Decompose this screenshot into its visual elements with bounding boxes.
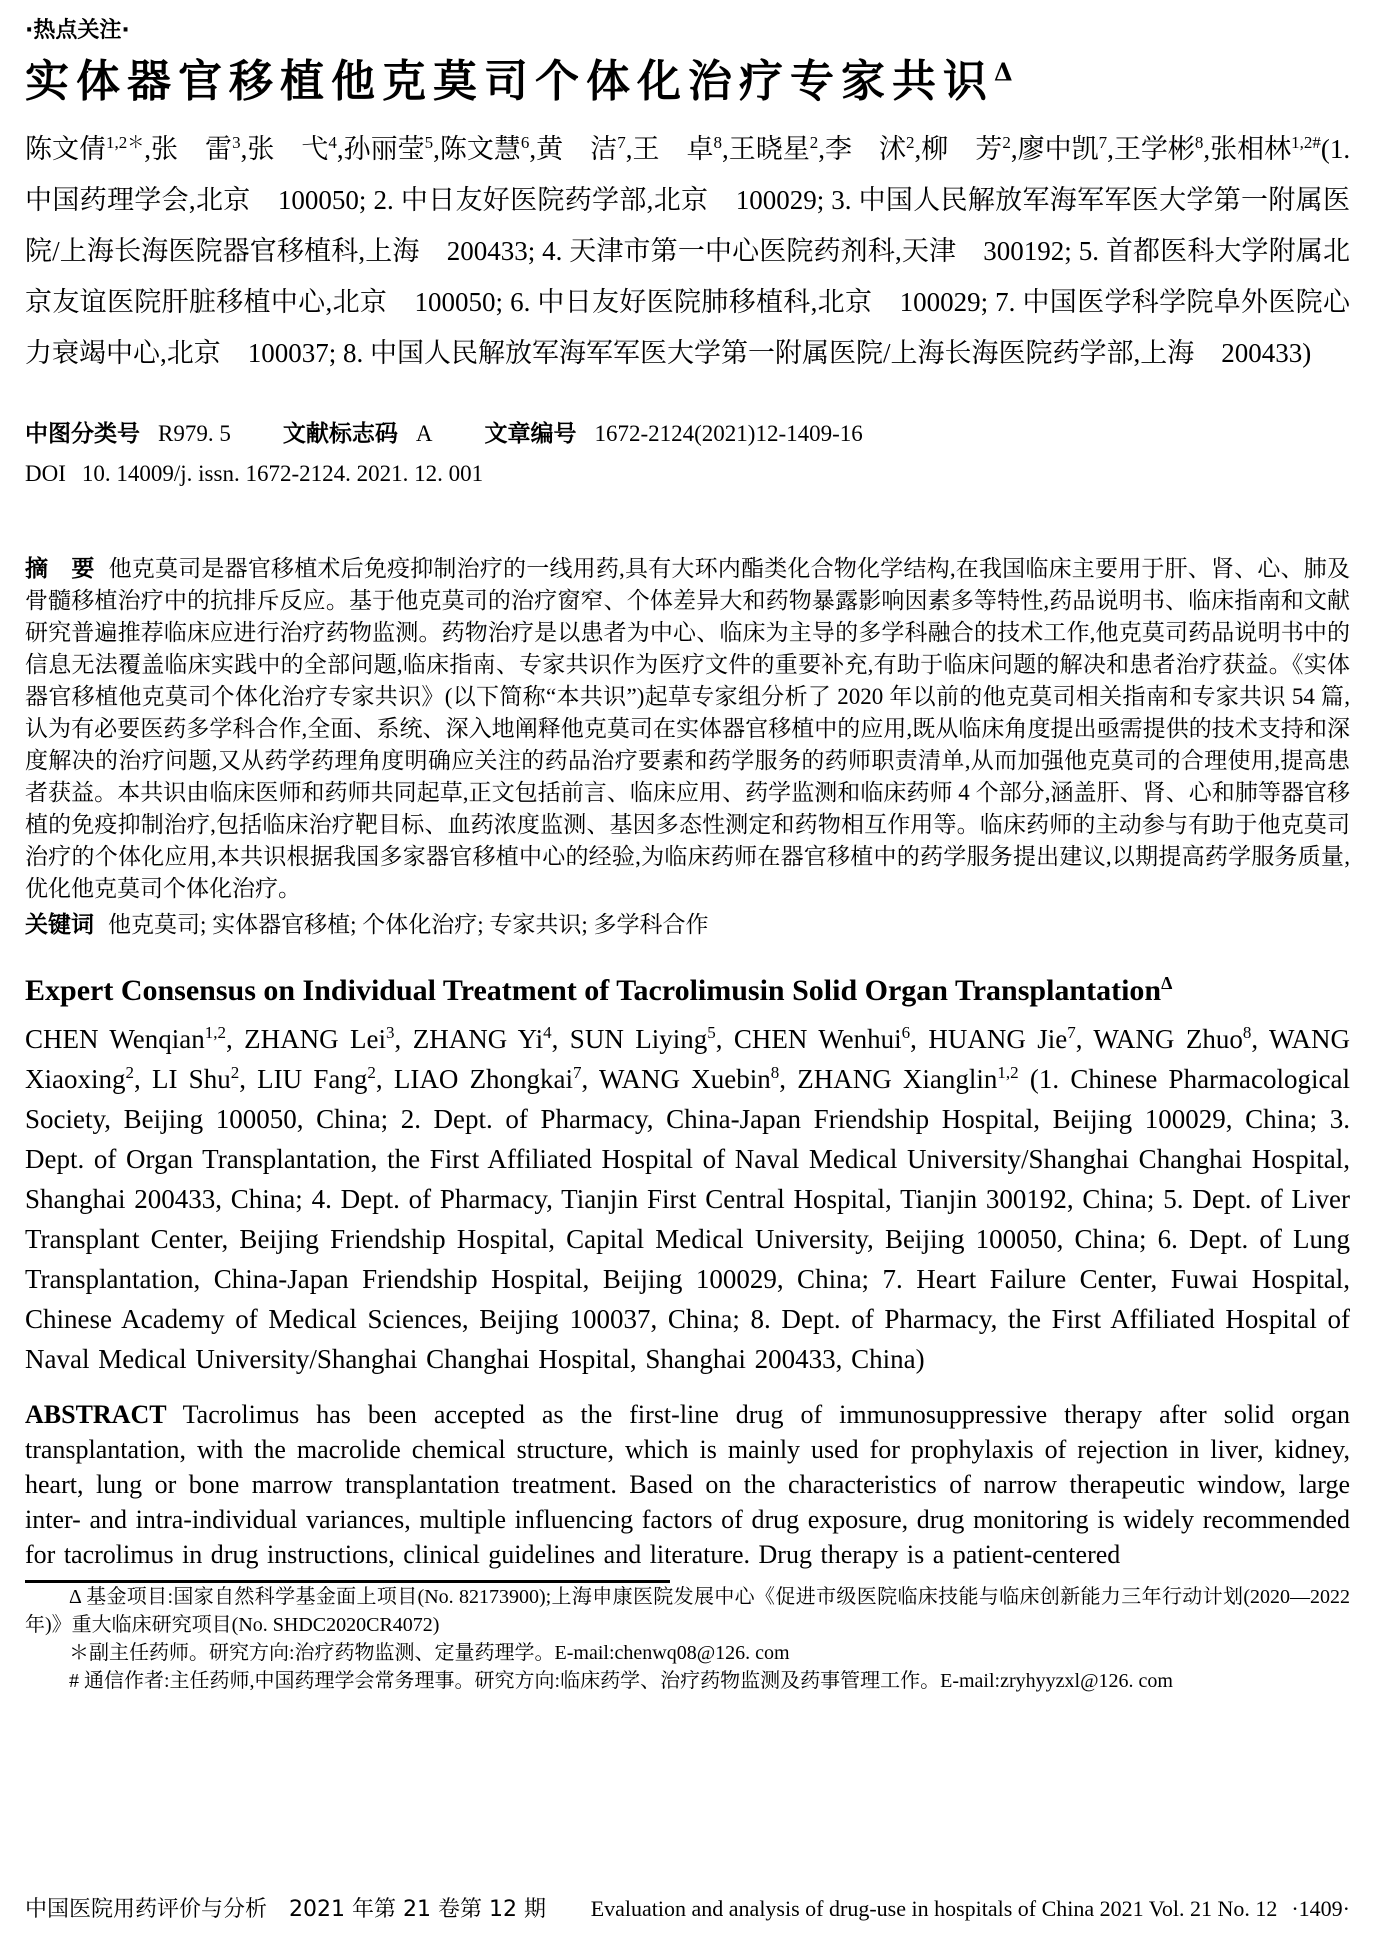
abstract-text-en: Tacrolimus has been accepted as the first-line drug of immunosuppressive therapy after solid organ transplantation, with the macrolide chemical structure, which is mainly used for prophylaxis of rejection in liver, kidney, heart, lung or bone marrow transplantation treatment. Based on the characteristics of narrow therapeutic window, large inter- and intra-individual variances, multiple influencing factors of drug exposure, drug monitoring is widely recommended for tacrolimus in drug instructions, clinical guidelines and literature. Drug therapy is a patient-centered [25,1400,1350,1569]
abstract-en [25,1397,1350,1572]
article-id-label: 文章编号 [484,421,577,447]
footer-journal-en [591,1895,1350,1923]
title-footnote-mark-cn: Δ [994,57,1013,87]
footnote-author-note2: # 通信作者:主任药师,中国药理学会常务理事。研究方向:临床药学、治疗药物监测及药事管理工作。E-mail:zryhyyzxl@126. com [69,1670,1173,1692]
abstract-label-en: ABSTRACT [25,1400,167,1429]
clc-label: 中图分类号 [25,421,140,447]
authors-affiliations-en: CHEN Wenqian$^{1,2}$, ZHANG Lei$^3$, ZHANG Yi$^4$, SUN Liying$^5$, CHEN Wenhui$^6$, HUANG Jie$^7$, WANG Zhuo$^8$, WANG Xiaoxing$^2$, LI Shu$^2$, LIU Fang$^2$, LIAO Zhongkai$^7$, WANG Xuebin$^8$, ZHANG Xianglin$^{1,2}$ (1. Chinese Pharmacological Society, Beijing 100050, China; 2. Dept. of Pharmacy, China-Japan Friendship Hospital, Beijing 100029, China; 3. Dept. of Organ Transplantation, the First Affiliated Hospital of Naval Medical University/Shanghai Changhai Hospital, Shanghai 200433, China; 4. Dept. of Pharmacy, Tianjin First Central Hospital, Tianjin 300192, China; 5. Dept. of Liver Transplant Center, Beijing Friendship Hospital, Capital Medical University, Beijing 100050, China; 6. Dept. of Lung Transplantation, China-Japan Friendship Hospital, Beijing 100029, China; 7. Heart Failure Center, Fuwai Hospital, Chinese Academy of Medical Sciences, Beijing 100037, China; 8. Dept. of Pharmacy, the First Affiliated Hospital of Naval Medical University/Shanghai Changhai Hospital, Shanghai 200433, China) [25,1023,1351,1374]
page-number: ·1409· [1291,1896,1350,1921]
abstract-cn [25,553,1350,905]
doi-line [25,459,1350,489]
footnote-fund: Δ 基金项目:国家自然科学基金面上项目(No. 82173900);上海申康医院发展中心《促进市级医院临床技能与临床创新能力三年行动计划(2020—2022 年)》重大临床研究项目(No. SHDC2020CR4072) [25,1586,1350,1636]
authors-affiliations-cn: 陈文倩$^{1,2*}$,张 雷$^3$,张 弋$^4$,孙丽莹$^5$,陈文慧$^6$,黄 洁$^7$,王 卓$^8$,王晓星$^2$,李 沭$^2$,柳 芳$^2$,廖中凯$^7$,王学彬$^8$,张相林$^{1,2\#}$(1. 中国药理学会,北京 100050; 2. 中日友好医院药学部,北京 100029; 3. 中国人民解放军海军军医大学第一附属医院/上海长海医院器官移植科,上海 200433; 4. 天津市第一中心医院药剂科,天津 300192; 5. 首都医科大学附属北京友谊医院肝脏移植中心,北京 100050; 6. 中日友好医院肺移植科,北京 100029; 7. 中国医学科学院阜外医院心力衰竭中心,北京 100037; 8. 中国人民解放军海军军医大学第一附属医院/上海长海医院药学部,上海 200433) [25,133,1351,368]
article-title-cn-text: 实体器官移植他克莫司个体化治疗专家共识 [25,56,994,107]
abstract-text-cn: 他克莫司是器官移植术后免疫抑制治疗的一线用药,具有大环内酯类化合物化学结构,在我国临床主要用于肝、肾、心、肺及骨髓移植治疗中的抗排斥反应。基于他克莫司的治疗窗窄、个体差异大和药物暴露影响因素多等特性,药品说明书、临床指南和文献研究普遍推荐临床应进行治疗药物监测。药物治疗是以患者为中心、临床为主导的多学科融合的技术工作,他克莫司药品说明书中的信息无法覆盖临床实践中的全部问题,临床指南、专家共识作为医疗文件的重要补充,有助于临床问题的解决和患者治疗获益。《实体器官移植他克莫司个体化治疗专家共识》(以下简称“本共识”)起草专家组分析了 2020 年以前的他克莫司相关指南和专家共识 54 篇,认为有必要医药多学科合作,全面、系统、深入地阐释他克莫司在实体器官移植中的应用,既从临床角度提出亟需提供的技术支持和深度解决的治疗问题,又从药学药理角度明确应关注的药品治疗要素和药学服务的药师职责清单,从而加强他克莫司的合理使用,提高患者获益。本共识由临床医师和药师共同起草,正文包括前言、临床应用、药学监测和临床药师 4 个部分,涵盖肝、肾、心和肺等器官移植的免疫抑制治疗,包括临床治疗靶目标、血药浓度监测、基因多态性测定和药物相互作用等。临床药师的主动参与有助于他克莫司治疗的个体化应用,本共识根据我国多家器官移植中心的经验,为临床药师在器官移植中的药学服务提出建议,以期提高药学服务质量,优化他克莫司个体化治疗。 [25,556,1351,901]
keywords-cn [25,909,1350,941]
doc-code-value: A [415,421,433,446]
clc-value: R979. 5 [158,421,231,446]
article-id-value: 1672-2124(2021)12-1409-16 [594,421,863,446]
doi-label: DOI [25,461,66,486]
article-title-en-text: Expert Consensus on Individual Treatment of Tacrolimusin Solid Organ Transplantation [25,974,1162,1007]
title-footnote-mark-en: Δ [1161,973,1173,993]
footer-journal-en-text: Evaluation and analysis of drug-use in hospitals of China 2021 Vol. 21 No. 12 [590,1896,1278,1921]
footnote-author-note1: ＊副主任药师。研究方向:治疗药物监测、定量药理学。E-mail:chenwq08@126. com [69,1642,790,1664]
doc-code-label: 文献标志码 [282,421,398,447]
article-title-en [25,971,1350,1011]
keywords-text-cn: 他克莫司; 实体器官移植; 个体化治疗; 专家共识; 多学科合作 [108,912,709,937]
doi-value: 10. 14009/j. issn. 1672-2124. 2021. 12. 001 [81,461,484,486]
article-title-cn [25,56,1350,108]
page-footer [25,1895,1350,1924]
footer-journal-cn: 中国医院用药评价与分析 2021 年第 21 卷第 12 期 [25,1897,546,1922]
keywords-label-cn: 关键词 [25,912,94,938]
column-tag: ·热点关注· [25,18,130,43]
meta-line [25,419,1350,449]
abstract-label-cn: 摘 要 [25,556,95,582]
